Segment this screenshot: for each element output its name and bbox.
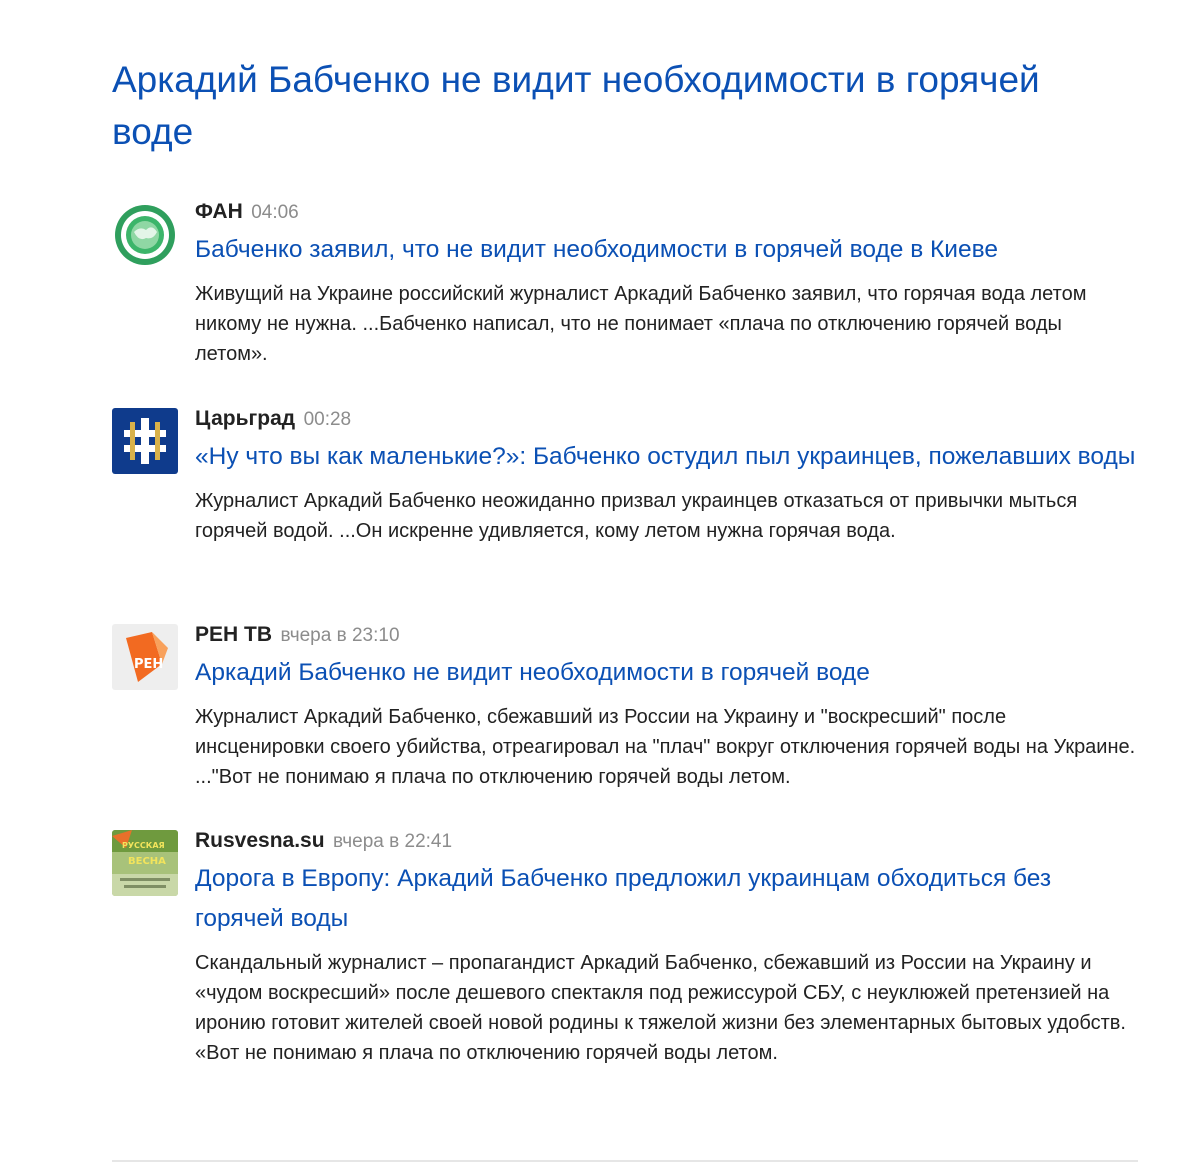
news-meta: [195, 404, 1140, 434]
publish-time: 00:28: [303, 409, 352, 430]
story-title[interactable]: Аркадий Бабченко не видит необходимости в горячей воде: [112, 59, 1040, 152]
bottom-divider: [112, 1160, 1138, 1162]
news-meta: [195, 620, 1140, 650]
news-meta: [195, 197, 1140, 227]
news-item-content: [195, 826, 1140, 1068]
fan-logo-icon[interactable]: [112, 202, 178, 268]
snippet-text: Журналист Аркадий Бабченко неожиданно призвал украинцев отказаться от привычки мыться горячей водой. ...Он искренне удивляется, кому летом нужна горячая вода.: [195, 490, 1078, 542]
news-item-content: [195, 404, 1140, 546]
headline-link[interactable]: Аркадий Бабченко не видит необходимости в горячей воде: [195, 659, 870, 686]
ren-logo-text: РЕН: [134, 657, 164, 672]
news-item-content: [195, 620, 1140, 792]
source-name[interactable]: Rusvesna.su: [195, 829, 325, 852]
rusvesna-logo-text-2: ВЕСНА: [128, 856, 166, 867]
headline-link[interactable]: Бабченко заявил, что не видит необходимости в горячей воде в Киеве: [195, 236, 998, 263]
headline-link[interactable]: Дорога в Европу: Аркадий Бабченко предложил украинцам обходиться без горячей воды: [195, 865, 1052, 932]
source-name[interactable]: ФАН: [195, 200, 243, 223]
publish-time: 04:06: [251, 202, 299, 223]
snippet-text: Живущий на Украине российский журналист Аркадий Бабченко заявил, что горячая вода летом никому не нужна. ...Бабченко написал, что не понимает «плача по отключению горячей воды летом».: [195, 283, 1087, 365]
snippet-text: Журналист Аркадий Бабченко, сбежавший из России на Украину и "воскресший" после инсценировки своего убийства, отреагировал на "плач" вокруг отключения горячей воды на Украине. ..."Вот не понимаю я плача по отключению горячей воды летом.: [195, 706, 1136, 788]
source-name[interactable]: РЕН ТВ: [195, 623, 273, 646]
ren-tv-logo-icon[interactable]: [112, 624, 178, 690]
tsargrad-logo-icon[interactable]: [112, 408, 178, 474]
news-item-content: [195, 197, 1140, 369]
publish-time: вчера в 23:10: [280, 625, 400, 646]
rusvesna-logo-icon[interactable]: [112, 830, 178, 896]
rusvesna-logo-text-1: РУССКАЯ: [122, 841, 165, 850]
headline-link[interactable]: «Ну что вы как маленькие?»: Бабченко остудил пыл украинцев, пожелавших воды: [195, 443, 1136, 470]
snippet-text: Скандальный журналист – пропагандист Аркадий Бабченко, сбежавший из России на Украину и «чудом воскресший» после дешевого спектакля под режиссурой СБУ, с неуклюжей претензией на иронию готовит жителей своей новой родины к тяжелой жизни без элементарных бытовых удобств. «Вот не понимаю я плача по отключению горячей воды летом.: [195, 952, 1126, 1064]
news-meta: [195, 826, 1140, 856]
source-name[interactable]: Царьград: [195, 407, 296, 430]
publish-time: вчера в 22:41: [333, 831, 453, 852]
